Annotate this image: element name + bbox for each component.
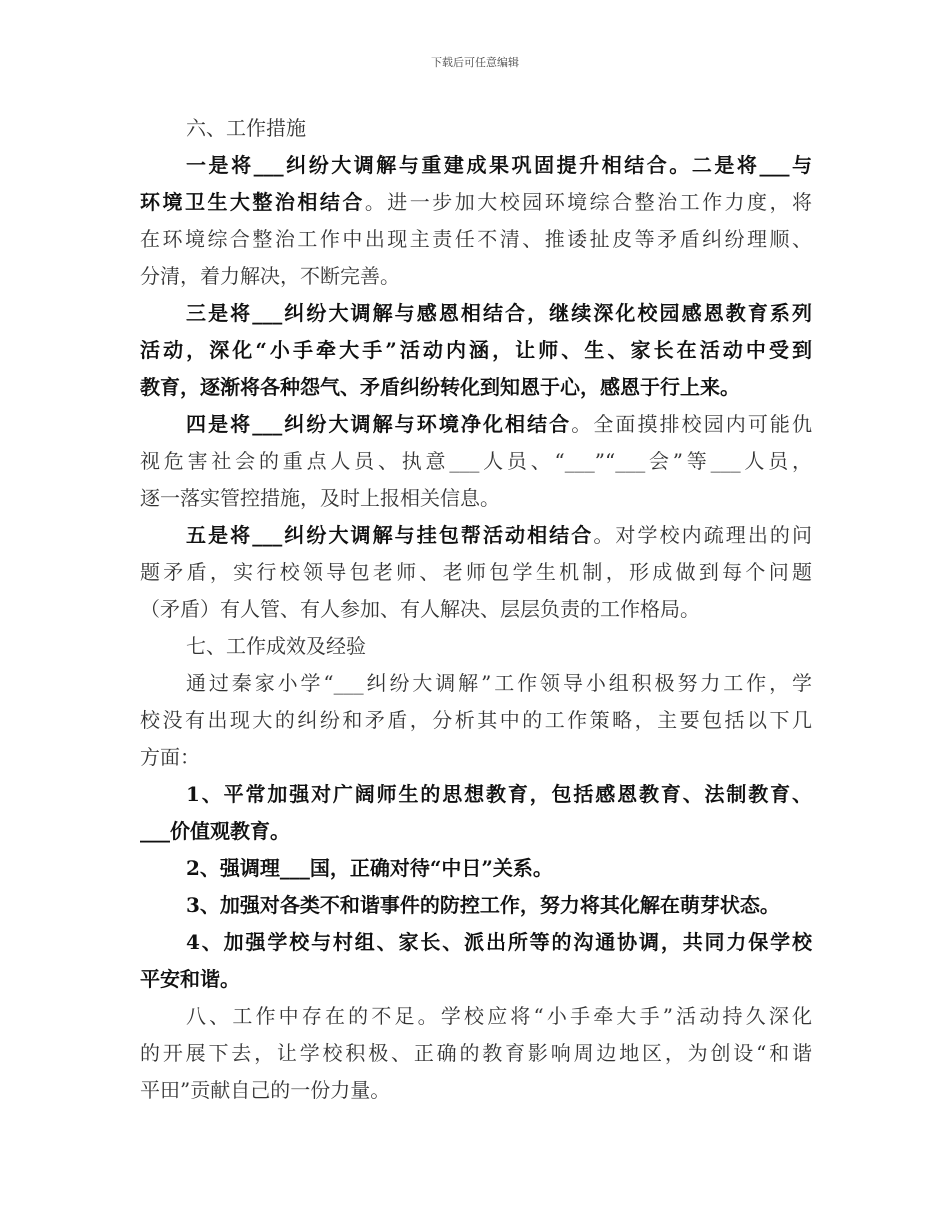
text-segment: 七、工作成效及经验 [186,634,366,658]
text-segment: 八、工作中存在的不足。学校应将“小手牵大手”活动持久深化 [186,1004,812,1028]
text-segment: 方面： [140,745,200,769]
text-line [140,961,812,998]
bold-text-segment: 3、加强对各类不和谐事件的防控工作，努力将其化解在萌芽状态。 [186,893,780,917]
text-line [140,406,812,443]
text-segment: 逐一落实管控措施，及时上报相关信息。 [140,486,500,510]
text-line [140,739,812,776]
text-line [140,332,812,369]
text-line [140,776,812,813]
text-segment: 校没有出现大的纠纷和矛盾，分析其中的工作策略，主要包括以下几 [140,708,812,732]
text-line [140,554,812,591]
text-segment: 视危害社会的重点人员、执意___人员、“___”“___会”等___人员， [140,449,812,473]
text-segment: 。对学校内疏理出的问 [593,523,813,547]
text-segment: 。进一步加大校园环境综合整治工作力度，将 [364,190,813,214]
page-header: 下载后可任意编辑 [431,56,519,69]
text-segment: 分清，着力解决，不断完善。 [140,264,400,288]
text-line [140,295,812,332]
text-line [140,517,812,554]
text-line [140,369,812,406]
bold-text-segment: 4、加强学校与村组、家长、派出所等的沟通协调，共同力保学校 [186,930,812,954]
text-line [140,443,812,480]
text-line [140,591,812,628]
bold-text-segment: 教育，逐渐将各种怨气、矛盾纠纷转化到知恩于心，感恩于行上来。 [140,375,740,399]
bold-text-segment: 平安和谐。 [140,967,240,991]
document-body [140,110,812,1109]
text-segment: 六、工作措施 [186,116,306,140]
text-line [140,258,812,295]
text-segment: 在环境综合整治工作中出现主责任不清、推诿扯皮等矛盾纠纷理顺、 [140,227,812,251]
bold-text-segment: 1、平常加强对广阔师生的思想教育，包括感恩教育、法制教育、 [186,782,812,806]
text-line [140,147,812,184]
text-segment: （矛盾）有人管、有人参加、有人解决、层层负责的工作格局。 [140,597,700,621]
bold-text-segment: 一是将___纠纷大调解与重建成果巩固提升相结合。二是将___与 [186,153,812,177]
text-segment: 题矛盾，实行校领导包老师、老师包学生机制，形成做到每个问题 [140,560,812,584]
bold-text-segment: 四是将___纠纷大调解与环境净化相结合 [186,412,572,436]
text-segment: 通过秦家小学“___纠纷大调解”工作领导小组积极努力工作，学 [186,671,812,695]
text-segment: 。全面摸排校园内可能仇 [571,412,813,436]
text-line [140,110,812,147]
text-line [140,998,812,1035]
text-line [140,221,812,258]
bold-text-segment: 五是将___纠纷大调解与挂包帮活动相结合 [186,523,594,547]
bold-text-segment: 三是将___纠纷大调解与感恩相结合，继续深化校园感恩教育系列 [186,301,812,325]
text-line [140,628,812,665]
bold-text-segment: 2、强调理___国，正确对待“中日”关系。 [186,856,553,880]
text-line [140,887,812,924]
text-segment: 平田”贡献自己的一份力量。 [140,1078,391,1102]
text-line [140,480,812,517]
bold-text-segment: 环境卫生大整治相结合 [140,190,365,214]
text-line [140,924,812,961]
text-line [140,184,812,221]
bold-text-segment: 活动，深化“小手牵大手”活动内涵，让师、生、家长在活动中受到 [140,338,812,362]
text-line [140,850,812,887]
text-line [140,702,812,739]
text-line [140,1072,812,1109]
text-segment: 的开展下去，让学校积极、正确的教育影响周边地区，为创设“和谐 [140,1041,812,1065]
text-line [140,1035,812,1072]
bold-text-segment: ___价值观教育。 [140,819,290,843]
text-line [140,665,812,702]
text-line [140,813,812,850]
